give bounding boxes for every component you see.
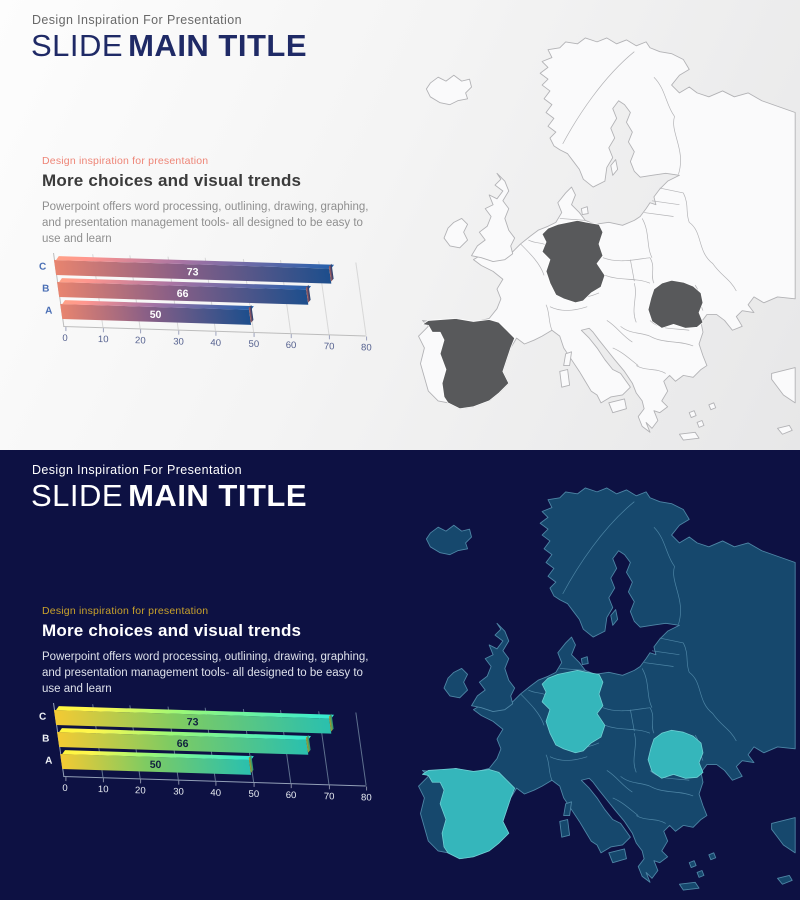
section-kicker: Design inspiration for presentation: [42, 155, 209, 167]
value-label: 50: [149, 308, 162, 321]
axis-tick-label: 40: [210, 337, 222, 349]
slide-title-bold: MAIN TITLE: [128, 478, 308, 513]
axis-tick-label: 70: [323, 791, 335, 803]
category-label: C: [38, 261, 47, 273]
slide-title-bold: MAIN TITLE: [128, 28, 308, 63]
slide-title-regular: SLIDE: [31, 28, 124, 63]
bar-chart-dark: [34, 700, 379, 812]
value-label: 66: [176, 737, 189, 750]
category-label: B: [42, 283, 50, 295]
chart-row: [45, 304, 363, 328]
axis-tick-label: 10: [97, 334, 109, 346]
category-label: A: [45, 305, 53, 317]
europe-map-light: [398, 36, 800, 446]
header-kicker: Design Inspiration For Presentation: [32, 463, 242, 477]
axis-tick-label: 80: [361, 342, 372, 354]
slide-title: [31, 30, 307, 63]
axis-tick-label: 50: [248, 788, 259, 801]
axis-tick-label: 20: [135, 785, 146, 797]
bar-A: [60, 754, 250, 775]
chart-row: [45, 754, 363, 778]
category-label: A: [45, 755, 53, 767]
axis-tick-label: 0: [62, 332, 68, 345]
section-heading: More choices and visual trends: [42, 171, 302, 190]
section-kicker: Design inspiration for presentation: [42, 605, 209, 617]
slide-dark: [0, 450, 800, 900]
europe-map-svg: [398, 36, 800, 446]
axis-tick-label: 20: [135, 335, 146, 347]
axis-tick-label: 0: [62, 782, 68, 795]
section-heading: More choices and visual trends: [42, 621, 302, 640]
value-label: 73: [186, 265, 199, 278]
header-kicker: Design Inspiration For Presentation: [32, 13, 242, 27]
europe-map-dark: [398, 486, 800, 896]
category-label: C: [38, 711, 47, 723]
axis-tick-label: 60: [285, 789, 297, 802]
bar-A: [60, 304, 250, 325]
axis-tick-label: 80: [361, 792, 372, 804]
axis-tick-label: 70: [323, 341, 335, 353]
content-block: [42, 605, 378, 698]
section-body: Powerpoint offers word processing, outlining, drawing, graphing, and presentation management tools- all designed to be easy to use and learn: [42, 651, 369, 695]
axis-tick-label: 50: [248, 338, 259, 351]
bar-chart-light: [34, 250, 379, 362]
axis-tick-label: 60: [285, 339, 297, 352]
value-label: 73: [186, 715, 199, 728]
axis-tick-label: 30: [172, 336, 184, 348]
section-body: Powerpoint offers word processing, outlining, drawing, graphing, and presentation management tools- all designed to be easy to use and learn: [42, 201, 369, 245]
axis-tick-label: 30: [172, 786, 184, 798]
value-label: 50: [149, 758, 162, 771]
axis-tick-label: 40: [210, 787, 222, 799]
slide-title-regular: SLIDE: [31, 478, 124, 513]
axis-tick-label: 10: [97, 784, 109, 796]
europe-map-svg: [398, 486, 800, 896]
category-label: B: [42, 733, 50, 745]
content-block: [42, 155, 378, 248]
value-label: 66: [176, 287, 189, 300]
slide-title: [31, 480, 307, 513]
